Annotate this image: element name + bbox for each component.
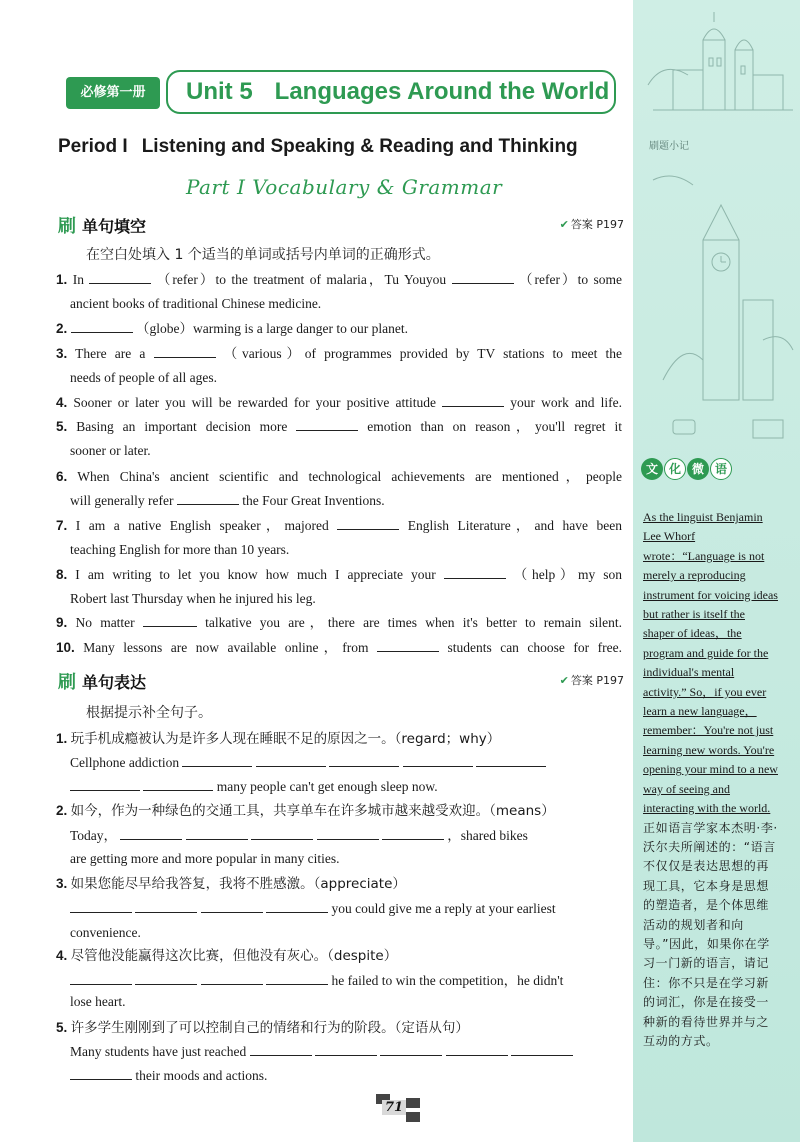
period-label: Period I <box>58 136 128 157</box>
s2-q5-line1: Many students have just reached <box>70 1040 622 1064</box>
answer-blank[interactable] <box>317 825 379 840</box>
answer-blank[interactable] <box>329 752 399 767</box>
culture-quote-english: As the linguist Benjamin Lee Whorf wrote：“Language is not merely a reproducing instrument for voicing ideas but rather is itself the shaper of ideas，the program and guide for the individual's mental activity.” So，if you ever learn a new language，remember：You're not just learning new words. You're opening your mind to a new way of seeing and interacting with the world. <box>643 510 778 816</box>
answer-blank[interactable] <box>315 1041 377 1056</box>
answer-blank[interactable] <box>442 392 504 407</box>
s1-question-10: 10. Many lessons are now available online，from students can choose for free. <box>56 636 622 660</box>
s2-question-2: 2. 如今，作为一种绿色的交通工具，共享单车在许多城市越来越受欢迎。（means） <box>56 803 555 819</box>
answer-blank[interactable] <box>70 970 132 985</box>
s1-question-6: 6. When China's ancient scientific and technological achievements are mentioned，people will generally refer the Four Great Inventions. <box>56 469 622 508</box>
section1-title: 单句填空 <box>82 217 147 236</box>
s1-question-2: 2. （globe）warming is a large danger to our planet. <box>56 317 622 341</box>
answer-blank[interactable] <box>251 825 313 840</box>
answer-blank[interactable] <box>452 269 514 284</box>
answer-blank[interactable] <box>70 898 132 913</box>
s2-question-4: 4. 尽管他没能赢得这次比赛，但他没有灰心。（despite） <box>56 948 398 964</box>
answer-blank[interactable] <box>186 825 248 840</box>
answer-blank[interactable] <box>177 490 239 505</box>
culture-quote <box>643 508 779 1051</box>
section2-instruction: 根据提示补全句子。 <box>86 705 212 721</box>
section2-heading <box>58 668 624 692</box>
unit-name: Languages Around the World <box>274 78 610 105</box>
answer-blank[interactable] <box>382 825 444 840</box>
answer-blank[interactable] <box>380 1041 442 1056</box>
answer-blank[interactable] <box>403 752 473 767</box>
answer-blank[interactable] <box>377 637 439 652</box>
answer-blank[interactable] <box>135 898 197 913</box>
culture-quote-chinese: 正如语言学家本杰明·李·沃尔夫所阐述的：“语言不仅仅是表达思想的再现工具，它本身是思想的塑造者，是个体思维活动的规划者和向导。”因此，如果你在学习一门新的语言，请记住：你不只是在学习新的词汇，你是在接受一种新的看待世界并与之互动的方式。 <box>643 820 778 1048</box>
period-title: Listening and Speaking & Reading and Thinking <box>141 136 578 157</box>
s2-q3-line2: convenience. <box>70 925 141 940</box>
answer-blank[interactable] <box>256 752 326 767</box>
unit-label: Unit 5 <box>186 78 253 105</box>
section2-answer-ref: ✔ 答案 P197 <box>559 674 624 687</box>
answer-blank[interactable] <box>71 318 133 333</box>
s2-question-5: 5. 许多学生刚刚到了可以控制自己的情绪和行为的阶段。（定语从句） <box>56 1020 469 1036</box>
answer-blank[interactable] <box>476 752 546 767</box>
answer-blank[interactable] <box>266 898 328 913</box>
s1-question-1: 1. In （refer）to the treatment of malaria，Tu Youyou （refer）to some ancient books of traditional Chinese medicine. <box>56 268 622 316</box>
answer-blank[interactable] <box>296 416 358 431</box>
s1-question-7: 7. I am a native English speaker，majored English Literature，and have been teaching English for more than 10 years. <box>56 514 622 562</box>
answer-blank[interactable] <box>337 515 399 530</box>
brush-icon: 刷 <box>58 216 76 237</box>
s2-q4-line1: he failed to win the competition，he didn't <box>70 969 622 993</box>
section2-title: 单句表达 <box>82 673 147 692</box>
sidebar <box>633 0 800 1142</box>
s2-q4-line2: lose heart. <box>70 994 126 1009</box>
unit-banner <box>66 70 618 116</box>
answer-blank[interactable] <box>511 1041 573 1056</box>
answer-blank[interactable] <box>182 752 252 767</box>
s1-question-9: 9. No matter talkative you are，there are times when it's better to remain silent. <box>56 611 622 635</box>
brush-icon: 刷 <box>58 672 76 693</box>
section1-answer-ref: ✔ 答案 P197 <box>559 218 624 231</box>
answer-blank[interactable] <box>135 970 197 985</box>
answer-blank[interactable] <box>201 970 263 985</box>
s2-q2-line2: are getting more and more popular in many cities. <box>70 851 340 866</box>
answer-blank[interactable] <box>89 269 151 284</box>
unit-title <box>186 78 609 106</box>
section1-instruction: 在空白处填入 1 个适当的单词或括号内单词的正确形式。 <box>86 247 440 263</box>
page-number: 71 <box>376 1094 424 1124</box>
s1-question-8: 8. I am writing to let you know how much I appreciate your （help）my son Robert last Thursday when he injured his leg. <box>56 563 622 611</box>
landmark-sketch-illustration <box>633 0 800 460</box>
answer-blank[interactable] <box>250 1041 312 1056</box>
s1-question-4: 4. Sooner or later you will be rewarded for your positive attitude your work and life. <box>56 391 622 415</box>
answer-blank[interactable] <box>143 612 197 627</box>
s2-q1-line1: Cellphone addiction <box>70 751 622 775</box>
s1-question-3: 3. There are a （various）of programmes provided by TV stations to meet the needs of people of all ages. <box>56 342 622 390</box>
answer-blank[interactable] <box>201 898 263 913</box>
s2-question-1: 1. 玩手机成瘾被认为是许多人现在睡眠不足的原因之一。（regard；why） <box>56 731 501 747</box>
answer-blank[interactable] <box>70 776 140 791</box>
culture-heading: 文 化 微 语 <box>641 458 733 488</box>
part-title: Part I Vocabulary & Grammar <box>186 175 503 199</box>
notes-label: 刷题小记 <box>649 141 689 152</box>
s1-question-5: 5. Basing an important decision more emotion than on reason，you'll regret it sooner or later. <box>56 415 622 463</box>
unit-title-box <box>166 70 616 114</box>
s2-q5-line2: their moods and actions. <box>70 1064 622 1088</box>
answer-blank[interactable] <box>446 1041 508 1056</box>
answer-blank[interactable] <box>143 776 213 791</box>
answer-blank[interactable] <box>70 1065 132 1080</box>
section1-heading <box>58 212 624 236</box>
check-icon: ✔ <box>559 218 569 231</box>
s2-q3-line1: you could give me a reply at your earliest <box>70 897 622 921</box>
s2-q1-line2: many people can't get enough sleep now. <box>70 775 622 799</box>
answer-blank[interactable] <box>120 825 182 840</box>
answer-blank[interactable] <box>444 564 506 579</box>
book-badge: 必修第一册 <box>66 77 160 109</box>
check-icon: ✔ <box>559 674 569 687</box>
period-heading <box>58 136 578 158</box>
answer-blank[interactable] <box>154 343 216 358</box>
answer-blank[interactable] <box>266 970 328 985</box>
s2-question-3: 3. 如果您能尽早给我答复，我将不胜感激。（appreciate） <box>56 876 406 892</box>
s2-q2-line1: Today， ，shared bikes <box>70 824 622 848</box>
